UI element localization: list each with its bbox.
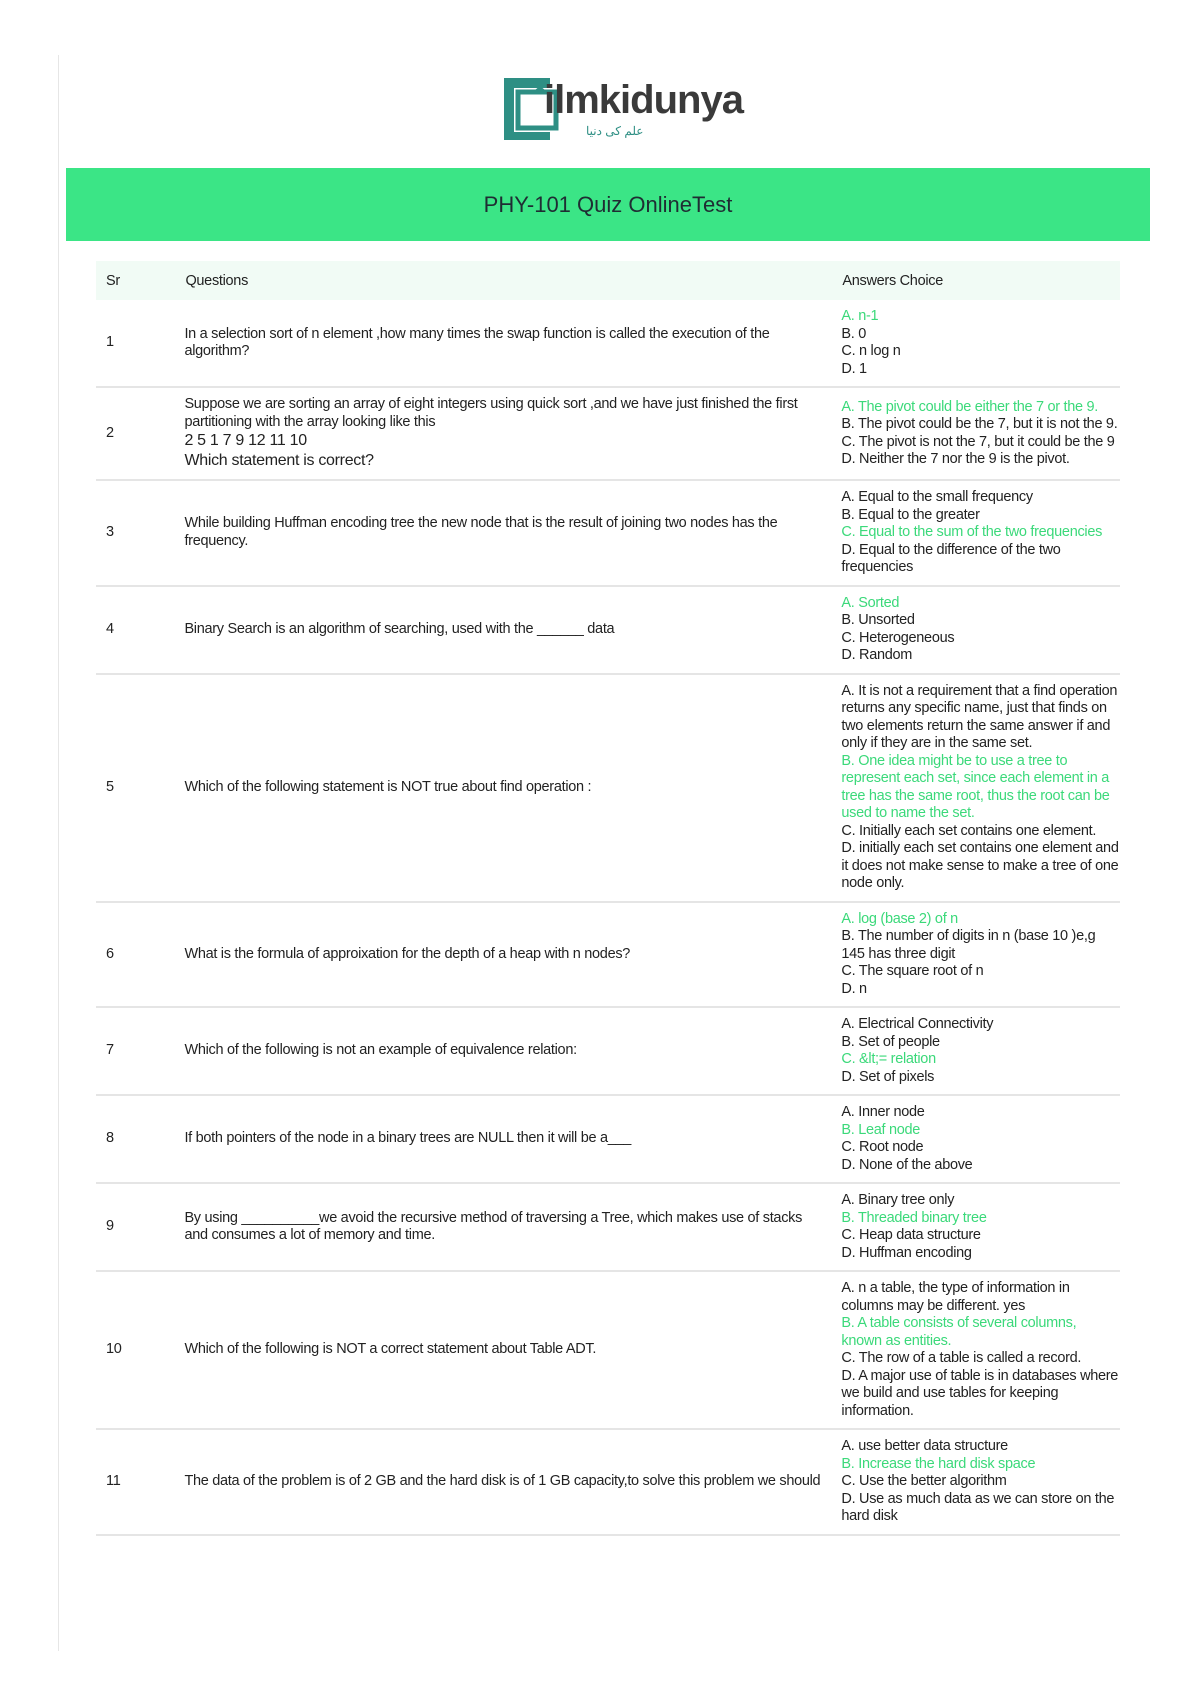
answer-choices (841, 387, 1120, 480)
logo[interactable] (500, 72, 743, 144)
answer-option-correct: A. Sorted (841, 594, 900, 611)
header-answers: Answers Choice (842, 272, 943, 289)
question-number: 9 (96, 1183, 184, 1271)
answer-option-correct: B. Threaded binary tree (841, 1209, 987, 1226)
question-text (184, 387, 841, 480)
table-row (96, 674, 1120, 902)
answer-option-correct: C. Equal to the sum of the two frequencies (841, 524, 1103, 540)
header-questions: Questions (185, 272, 249, 289)
answer-option: D. A major use of table is in databases where we build and use tables for keeping information. (841, 1367, 1119, 1419)
answer-option-correct: B. One idea might be to use a tree to represent each set, since each element in a tree has the same root, thus the root can be used to name the set. (841, 752, 1110, 821)
answer-choices (841, 300, 1120, 387)
answer-choices (841, 1007, 1120, 1095)
question-number: 1 (96, 300, 184, 387)
answer-option: C. Initially each set contains one element. (841, 822, 1097, 839)
answer-choices (841, 480, 1120, 586)
question-text (184, 902, 841, 1008)
question-number: 3 (96, 480, 184, 586)
answer-option: D. n (841, 980, 867, 997)
answer-choices (841, 1183, 1120, 1271)
question-line: Which of the following statement is NOT true about find operation : (184, 778, 592, 795)
answer-option: B. Set of people (841, 1033, 940, 1050)
table-row (96, 300, 1120, 387)
question-number: 8 (96, 1095, 184, 1183)
question-line: While building Huffman encoding tree the new node that is the result of joining two nodes has the frequency. (184, 515, 778, 549)
answer-option: A. Inner node (841, 1104, 925, 1120)
answer-option: A. use better data structure (841, 1438, 1008, 1454)
title-bar (66, 168, 1150, 241)
answer-option: A. n a table, the type of information in columns may be different. yes (841, 1280, 1070, 1314)
quiz-body (96, 300, 1120, 1535)
question-number: 2 (96, 387, 184, 480)
answer-option: D. Neither the 7 nor the 9 is the pivot. (841, 451, 1070, 467)
answer-option: D. Equal to the difference of the two frequencies (841, 541, 1061, 575)
question-number: 5 (96, 674, 184, 902)
question-text (184, 480, 841, 586)
answer-option: C. Heap data structure (841, 1227, 981, 1243)
question-number: 4 (96, 586, 184, 674)
answer-option-correct: A. n-1 (841, 308, 879, 324)
table-row (96, 387, 1120, 480)
question-line: If both pointers of the node in a binary trees are NULL then it will be a___ (184, 1130, 632, 1147)
table-row (96, 480, 1120, 586)
answer-option: B. Unsorted (841, 612, 915, 628)
answer-choices (841, 902, 1120, 1008)
question-line: 2 5 1 7 9 12 11 10 (184, 432, 307, 449)
table-row (96, 1271, 1120, 1429)
answer-option-correct: C. &lt;= relation (841, 1051, 936, 1067)
question-line: What is the formula of approixation for the depth of a heap with n nodes? (184, 945, 631, 962)
answer-option: D. Set of pixels (841, 1068, 935, 1085)
logo-wordmark: ilmkidunya (544, 78, 743, 122)
question-line: Suppose we are sorting an array of eight integers using quick sort ,and we have just finished the first partitioning with the array looking like this (184, 396, 798, 430)
question-line: The data of the problem is of 2 GB and the hard disk is of 1 GB capacity,to solve this problem we should (184, 1473, 821, 1489)
answer-option: B. The pivot could be the 7, but it is not the 9. (841, 416, 1118, 432)
question-number: 11 (96, 1429, 184, 1535)
answer-option: A. Equal to the small frequency (841, 489, 1033, 505)
quiz-table (96, 261, 1120, 1536)
answer-option: D. initially each set contains one element and it does not make sense to make a tree of one node only. (841, 840, 1119, 891)
question-number: 6 (96, 902, 184, 1008)
page-left-rule (58, 55, 59, 1655)
answer-option: C. The pivot is not the 7, but it could be the 9 (841, 433, 1115, 450)
answer-option: A. It is not a requirement that a find operation returns any specific name, just that finds on two elements return the same answer if and only if they are in the same set. (841, 682, 1118, 751)
question-text (184, 1271, 841, 1429)
answer-option: D. Use as much data as we can store on the hard disk (841, 1490, 1115, 1524)
answer-choices (841, 1271, 1120, 1429)
answer-option: C. n log n (841, 343, 901, 359)
question-line: Which of the following is not an example of equivalence relation: (184, 1042, 577, 1059)
answer-option: C. The square root of n (841, 963, 984, 979)
question-number: 7 (96, 1007, 184, 1095)
question-line: Which statement is correct? (184, 452, 374, 469)
table-row (96, 1183, 1120, 1271)
question-text (184, 1429, 841, 1535)
answer-option: C. The row of a table is called a record. (841, 1350, 1082, 1366)
table-row (96, 1095, 1120, 1183)
answer-option: C. Root node (841, 1139, 924, 1155)
answer-option-correct: B. Increase the hard disk space (841, 1455, 1036, 1472)
answer-option: C. Heterogeneous (841, 629, 955, 646)
question-text (184, 1183, 841, 1271)
header-sr: Sr (106, 272, 120, 289)
answer-option: B. 0 (841, 325, 866, 342)
logo-tagline: علم کی دنیا (586, 124, 644, 138)
answer-option: A. Binary tree only (841, 1192, 955, 1208)
answer-option: A. Electrical Connectivity (841, 1016, 994, 1032)
answer-option-correct: A. log (base 2) of n (841, 910, 958, 927)
answer-option: D. Random (841, 647, 913, 663)
question-text (184, 1007, 841, 1095)
answer-choices (841, 1095, 1120, 1183)
question-text (184, 300, 841, 387)
answer-option: B. The number of digits in n (base 10 )e,g 145 has three digit (841, 928, 1096, 962)
page-bottom-margin (0, 1651, 1200, 1694)
answer-option-correct: A. The pivot could be either the 7 or the 9. (841, 398, 1098, 415)
page-title: PHY-101 Quiz OnlineTest (483, 192, 733, 217)
question-line: Which of the following is NOT a correct statement about Table ADT. (184, 1341, 597, 1358)
answer-option: D. None of the above (841, 1156, 973, 1173)
answer-choices (841, 674, 1120, 902)
table-row (96, 1007, 1120, 1095)
question-text (184, 674, 841, 902)
question-line: By using __________we avoid the recursive method of traversing a Tree, which makes use of stacks and consumes a lot of memory and time. (184, 1209, 803, 1243)
answer-choices (841, 586, 1120, 674)
answer-option: D. Huffman encoding (841, 1244, 972, 1261)
answer-option-correct: B. A table consists of several columns, known as entities. (841, 1315, 1077, 1349)
table-row (96, 902, 1120, 1008)
question-line: Binary Search is an algorithm of searching, used with the ______ data (184, 620, 615, 637)
question-number: 10 (96, 1271, 184, 1429)
table-row (96, 586, 1120, 674)
table-header-row (96, 261, 1120, 300)
answer-choices (841, 1429, 1120, 1535)
table-row (96, 1429, 1120, 1535)
answer-option: B. Equal to the greater (841, 506, 980, 523)
question-line: In a selection sort of n element ,how many times the swap function is called the execution of the algorithm? (184, 325, 770, 359)
question-text (184, 586, 841, 674)
answer-option-correct: B. Leaf node (841, 1121, 921, 1138)
question-text (184, 1095, 841, 1183)
answer-option: C. Use the better algorithm (841, 1473, 1007, 1489)
answer-option: D. 1 (841, 360, 867, 377)
